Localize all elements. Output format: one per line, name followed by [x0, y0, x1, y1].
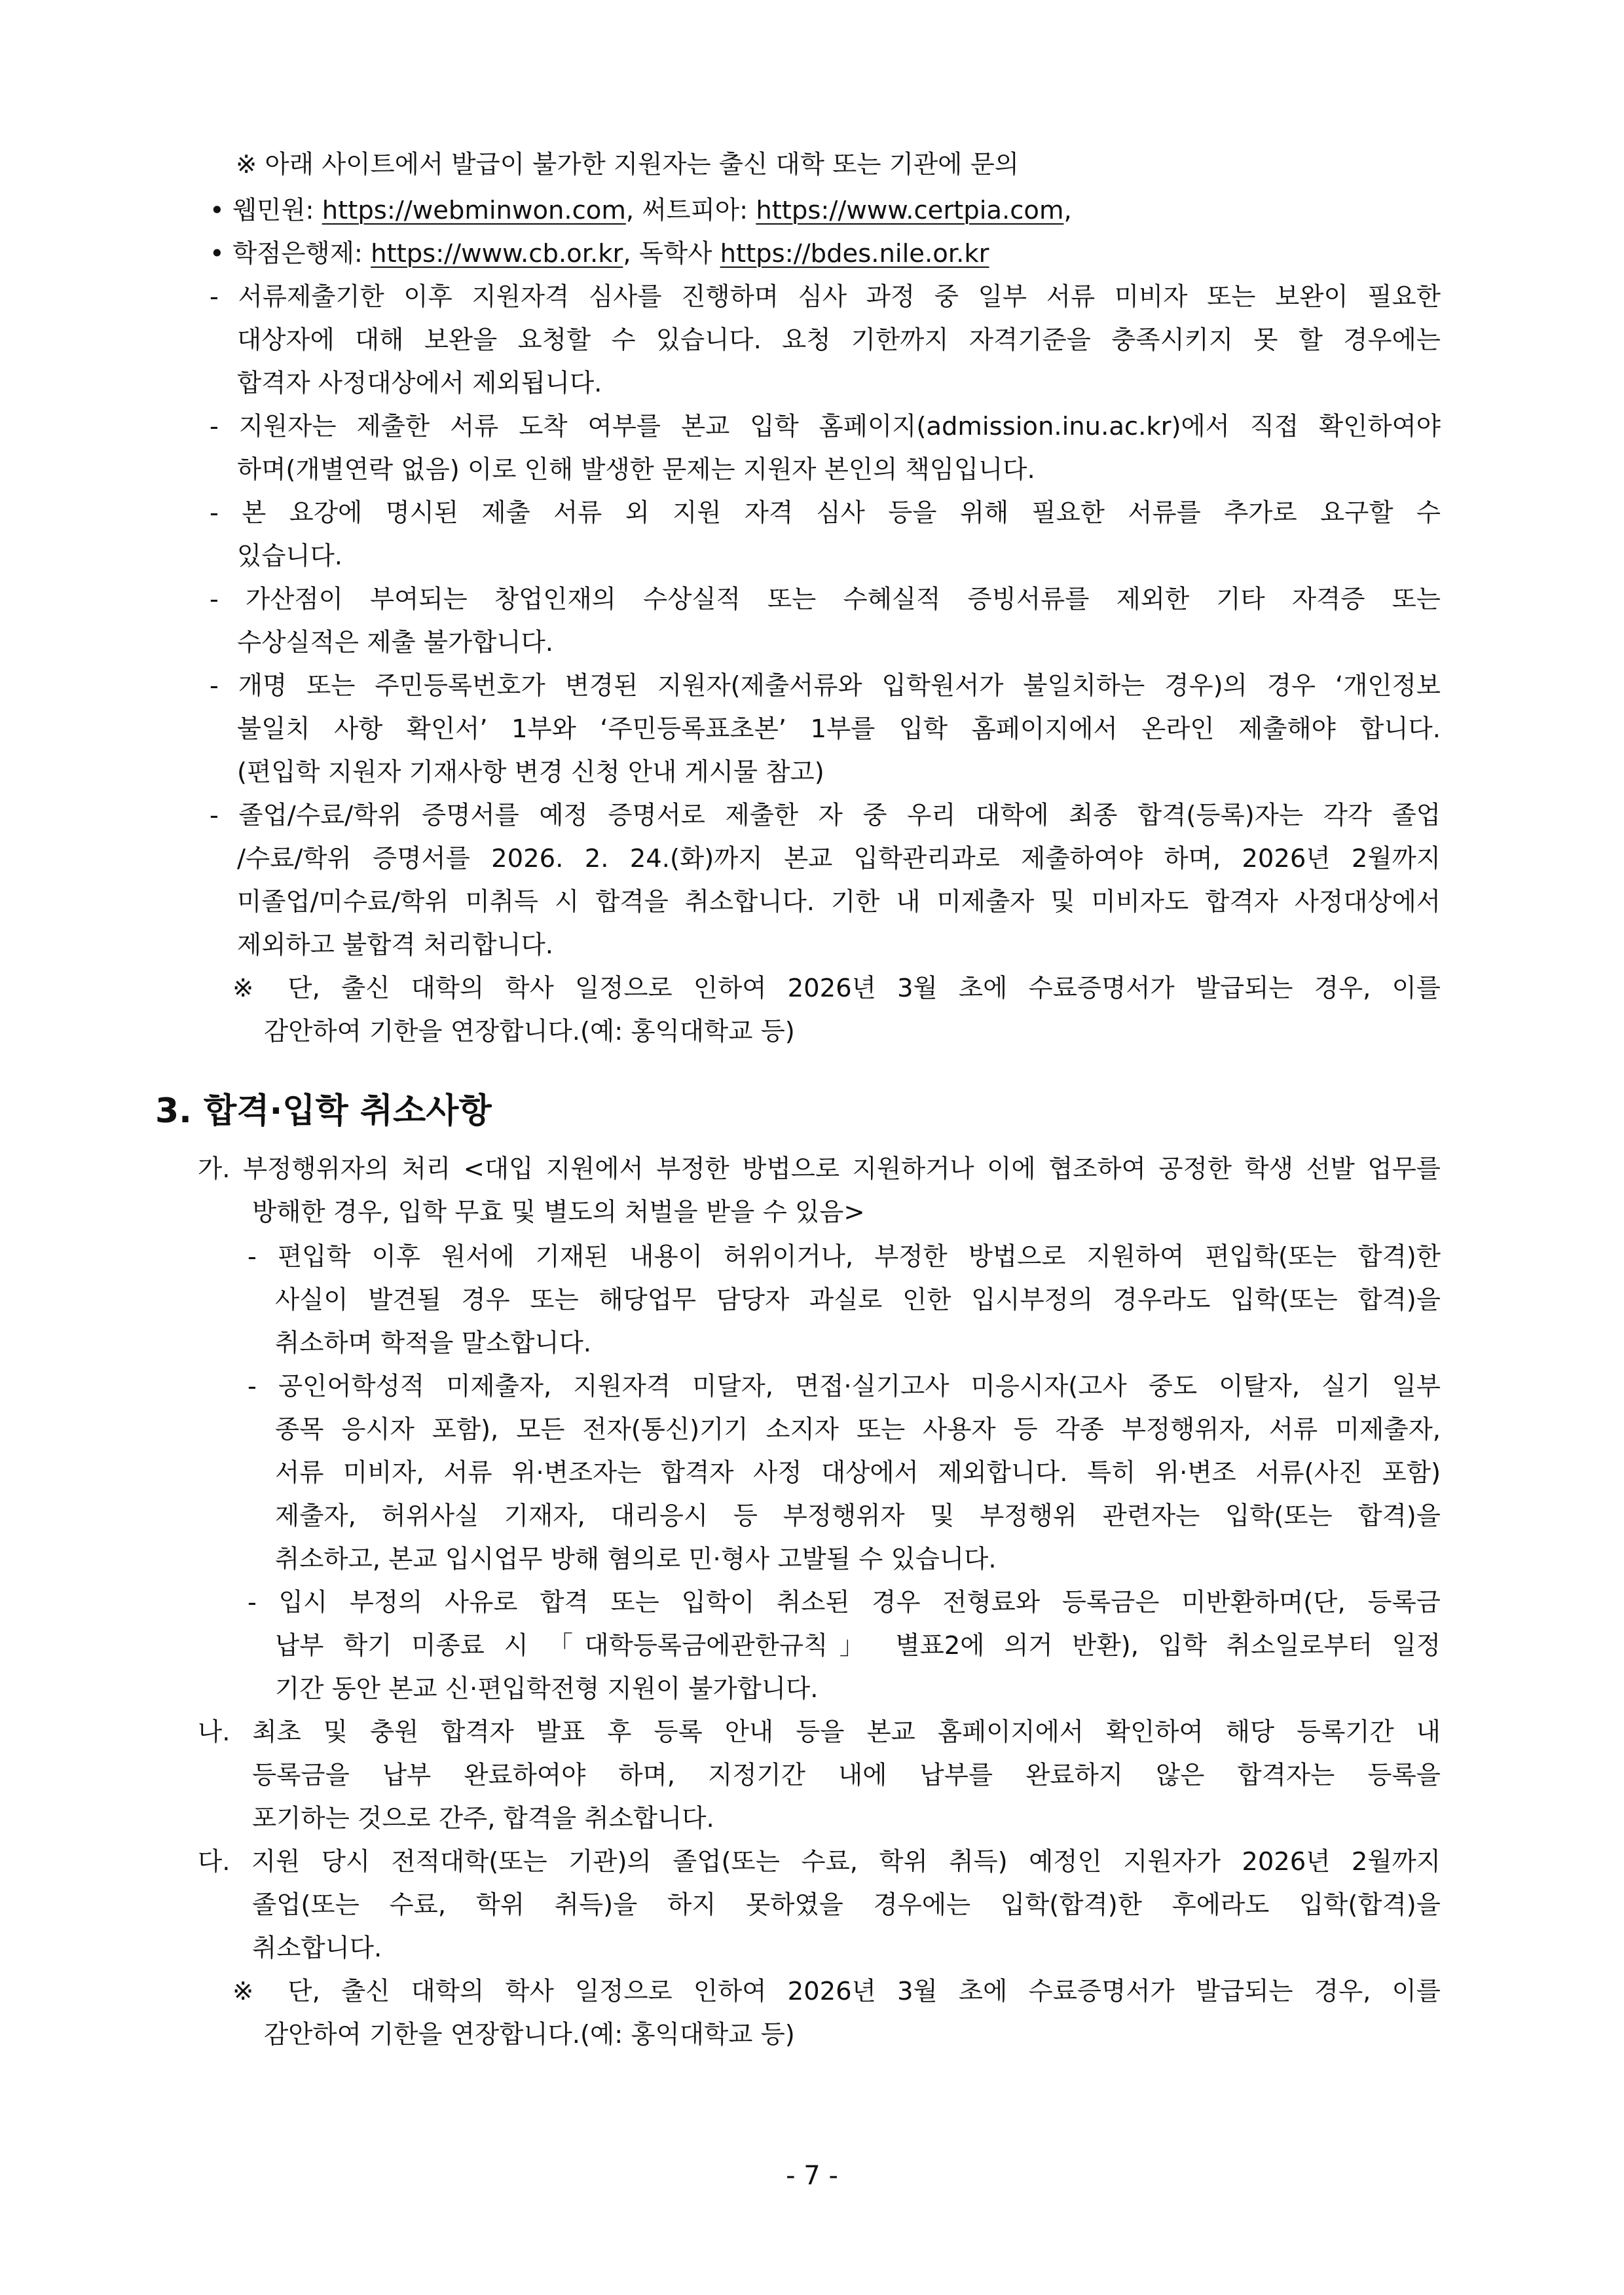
list-item-line: 있습니다. — [237, 542, 343, 571]
clause-ga: 방해한 경우, 입학 무효 및 별도의 처벌을 받을 수 있음> — [252, 1198, 865, 1227]
clause-ga-item: 기간 동안 본교 신·편입학전형 지원이 불가합니다. — [275, 1674, 819, 1704]
clause-da: 취소합니다. — [252, 1934, 382, 1963]
clause-ga: 가. 부정행위자의 처리 <대입 지원에서 부정한 방법으로 지원하거나 이에 협조하여 공정한 학생 선발 업무를 — [198, 1154, 1441, 1184]
clause-da: 졸업(또는 수료, 학위 취득)을 하지 못하였을 경우에는 입학(합격)한 후에라도 입학(합격)을 — [252, 1890, 1441, 1920]
webminwon-label: • 웹민원: — [210, 196, 322, 225]
credit-bank-line — [210, 236, 989, 272]
list-item-line: 제외하고 불합격 처리합니다. — [237, 930, 554, 960]
clause-ga-item: 서류 미비자, 서류 위·변조자는 합격자 사정 대상에서 제외합니다. 특히 위·변조 서류(사진 포함) — [275, 1458, 1441, 1488]
list-item-line: - 본 요강에 명시된 제출 서류 외 지원 자격 심사 등을 위해 필요한 서류를 추가로 요구할 수 — [210, 498, 1441, 528]
list-item-line: - 졸업/수료/학위 증명서를 예정 증명서로 제출한 자 중 우리 대학에 최종 합격(등록)자는 각각 졸업 — [210, 801, 1441, 830]
list-item-line: 불일치 사항 확인서’ 1부와 ‘주민등록표초본’ 1부를 입학 홈페이지에서 온라인 제출해야 합니다. — [237, 714, 1441, 744]
clause-ga-item: 사실이 발견될 경우 또는 해당업무 담당자 과실로 인한 입시부정의 경우라도 입학(또는 합격)을 — [275, 1285, 1441, 1315]
extension-note: ※ 단, 출신 대학의 학사 일정으로 인하여 2026년 3월 초에 수료증명서가 발급되는 경우, 이를 — [232, 974, 1441, 1003]
list-item-line: - 가산점이 부여되는 창업인재의 수상실적 또는 수혜실적 증빙서류를 제외한 기타 자격증 또는 — [210, 585, 1441, 614]
list-item-line: 합격자 사정대상에서 제외됩니다. — [237, 369, 602, 398]
nile-link[interactable]: https://bdes.nile.or.kr — [720, 239, 989, 268]
clause-da: 다. 지원 당시 전적대학(또는 기관)의 졸업(또는 수료, 학위 취득) 예정인 지원자가 2026년 2월까지 — [198, 1847, 1441, 1877]
certpia-link[interactable]: https://www.certpia.com — [756, 196, 1064, 225]
extension-note: 감안하여 기한을 연장합니다.(예: 홍익대학교 등) — [264, 1017, 795, 1046]
webminwon-line — [210, 193, 1072, 229]
nile-label: , 독학사 — [623, 239, 720, 268]
list-item-line: 미졸업/미수료/학위 미취득 시 합격을 취소합니다. 기한 내 미제출자 및 미비자도 합격자 사정대상에서 — [237, 887, 1441, 917]
clause-ga-item: 납부 학기 미종료 시 「대학등록금에관한규칙」 별표2에 의거 반환), 입학 취소일로부터 일정 — [275, 1631, 1441, 1661]
list-item-line: - 서류제출기한 이후 지원자격 심사를 진행하며 심사 과정 중 일부 서류 미비자 또는 보완이 필요한 — [210, 282, 1441, 312]
clause-ga-item: 취소하며 학적을 말소합니다. — [275, 1329, 592, 1358]
extension-note: ※ 단, 출신 대학의 학사 일정으로 인하여 2026년 3월 초에 수료증명서가 발급되는 경우, 이를 — [232, 1977, 1441, 2006]
webminwon-link[interactable]: https://webminwon.com — [322, 196, 626, 225]
extension-note: 감안하여 기한을 연장합니다.(예: 홍익대학교 등) — [264, 2020, 795, 2049]
issuance-note: ※ 아래 사이트에서 발급이 불가한 지원자는 출신 대학 또는 기관에 문의 — [236, 150, 1019, 179]
list-item-line: 하며(개별연락 없음) 이로 인해 발생한 문제는 지원자 본인의 책임입니다. — [237, 455, 1035, 485]
clause-ga-item: - 공인어학성적 미제출자, 지원자격 미달자, 면접·실기고사 미응시자(고사 중도 이탈자, 실기 일부 — [248, 1372, 1441, 1401]
clause-ga-item: 취소하고, 본교 입시업무 방해 혐의로 민·형사 고발될 수 있습니다. — [275, 1545, 997, 1574]
cb-label: • 학점은행제: — [210, 239, 371, 268]
clause-na: 포기하는 것으로 간주, 합격을 취소합니다. — [252, 1804, 714, 1833]
cb-link[interactable]: https://www.cb.or.kr — [371, 239, 623, 268]
list-item-line: - 지원자는 제출한 서류 도착 여부를 본교 입학 홈페이지(admission.inu.ac.kr)에서 직접 확인하여야 — [210, 412, 1441, 441]
clause-ga-item: 종목 응시자 포함), 모든 전자(통신)기기 소지자 또는 사용자 등 각종 부정행위자, 서류 미제출자, — [275, 1415, 1441, 1444]
list-item-line: - 개명 또는 주민등록번호가 변경된 지원자(제출서류와 입학원서가 불일치하는 경우)의 경우 ‘개인정보 — [210, 671, 1441, 701]
section-heading: 3. 합격·입학 취소사항 — [155, 1092, 492, 1131]
clause-ga-item: - 편입학 이후 원서에 기재된 내용이 허위이거나, 부정한 방법으로 지원하여 편입학(또는 합격)한 — [248, 1242, 1441, 1272]
page-number: - 7 - — [786, 2161, 838, 2191]
list-item-line: (편입학 지원자 기재사항 변경 신청 안내 게시물 참고) — [237, 758, 824, 787]
clause-na: 등록금을 납부 완료하여야 하며, 지정기간 내에 납부를 완료하지 않은 합격자는 등록을 — [252, 1761, 1441, 1790]
certpia-tail: , — [1063, 196, 1072, 225]
list-item-line: /수료/학위 증명서를 2026. 2. 24.(화)까지 본교 입학관리과로 제출하여야 하며, 2026년 2월까지 — [237, 844, 1441, 873]
clause-ga-item: 제출자, 허위사실 기재자, 대리응시 등 부정행위자 및 부정행위 관련자는 입학(또는 합격)을 — [275, 1501, 1441, 1531]
list-item-line: 대상자에 대해 보완을 요청할 수 있습니다. 요청 기한까지 자격기준을 충족시키지 못 할 경우에는 — [237, 325, 1441, 355]
list-item-line: 수상실적은 제출 불가합니다. — [237, 628, 554, 657]
clause-na: 나. 최초 및 충원 합격자 발표 후 등록 안내 등을 본교 홈페이지에서 확인하여 해당 등록기간 내 — [198, 1717, 1441, 1747]
clause-ga-item: - 입시 부정의 사유로 합격 또는 입학이 취소된 경우 전형료와 등록금은 미반환하며(단, 등록금 — [248, 1588, 1441, 1617]
certpia-label: , 써트피아: — [625, 196, 756, 225]
